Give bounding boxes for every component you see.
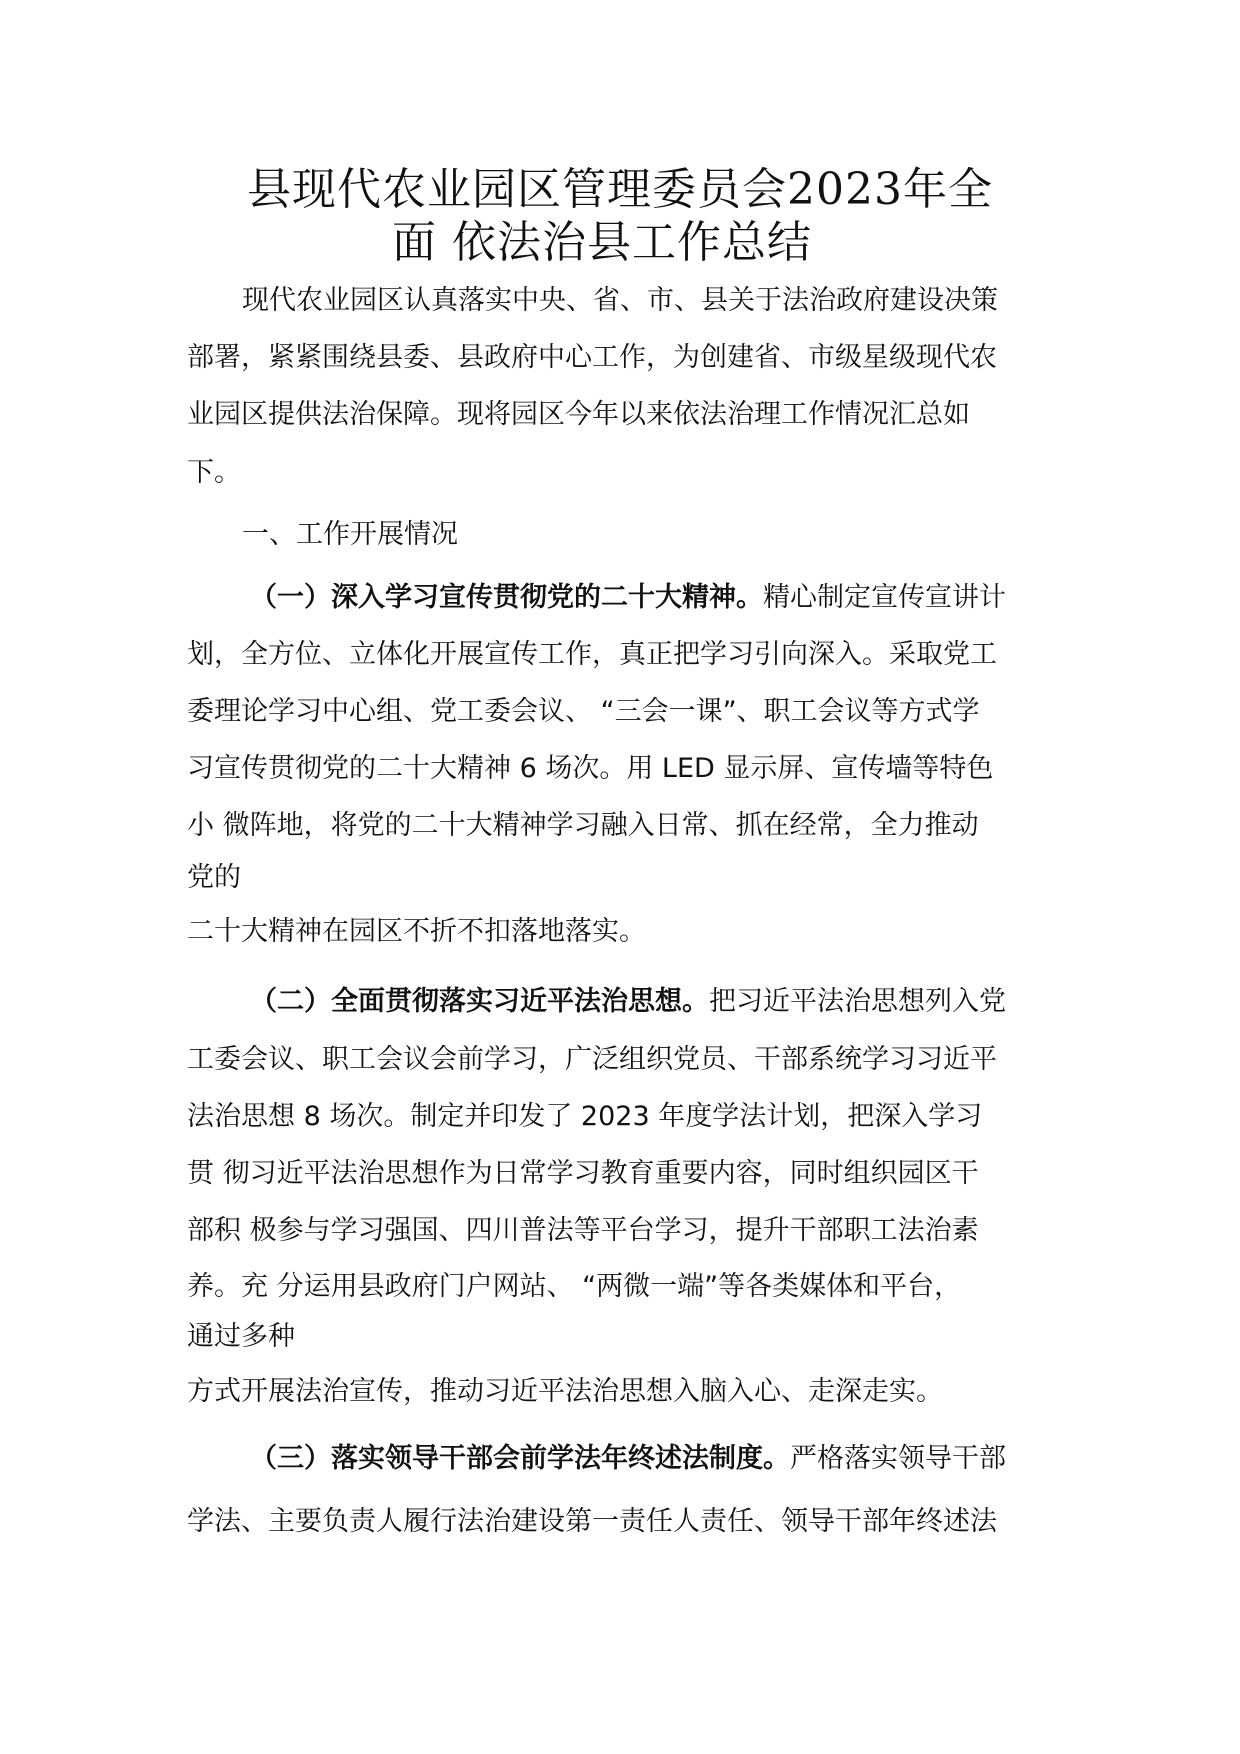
part-1-line-3: 委理论学习中心组、党工委会议、 “三会一课”、职工会议等方式学	[187, 696, 980, 727]
intro-line-3: 业园区提供法治保障。现将园区今年以来依法治理工作情况汇总如	[187, 399, 970, 430]
part-1-line-1	[250, 581, 1006, 615]
part-3-line-2: 学法、主要负责人履行法治建设第一责任人责任、领导干部年终述法	[187, 1506, 997, 1537]
section-1-heading: 一、工作开展情况	[242, 519, 458, 550]
part-2-line-7: 通过多种	[187, 1321, 295, 1352]
part-2-line-3: 法治思想 8 场次。制定并印发了 2023 年度学法计划，把深入学习	[187, 1101, 983, 1132]
part-1-line-1-rest: 精心制定宣传宣讲计	[763, 582, 1006, 613]
part-1-line-6: 党的	[187, 862, 241, 893]
part-3-line-1	[250, 1442, 1006, 1476]
part-2-line-5: 部积 极参与学习强国、四川普法等平台学习，提升干部职工法治素	[187, 1215, 979, 1246]
part-3-heading: （三）落实领导干部会前学法年终述法制度。	[250, 1443, 790, 1474]
document-title-line-1: 县现代农业园区管理委员会2023年全	[247, 164, 993, 215]
part-2-line-6: 养。充 分运用县政府门户网站、 “两微一端”等各类媒体和平台，	[187, 1271, 962, 1302]
part-2-line-1-rest: 把习近平法治思想列入党	[709, 986, 1006, 1017]
intro-line-1: 现代农业园区认真落实中央、省、市、县关于法治政府建设决策	[242, 285, 998, 316]
document-title-line-2: 面 依法治县工作总结	[392, 217, 812, 268]
intro-line-2: 部署，紧紧围绕县委、县政府中心工作，为创建省、市级星级现代农	[187, 342, 997, 373]
part-2-line-1	[250, 985, 1006, 1019]
part-2-line-8: 方式开展法治宣传，推动习近平法治思想入脑入心、走深走实。	[187, 1376, 943, 1407]
part-1-line-5: 小 微阵地，将党的二十大精神学习融入日常、抓在经常，全力推动	[187, 810, 979, 841]
part-1-line-2: 划，全方位、立体化开展宣传工作，真正把学习引向深入。采取党工	[187, 639, 997, 670]
part-1-line-7: 二十大精神在园区不折不扣落地落实。	[187, 916, 646, 947]
intro-line-4: 下。	[187, 457, 241, 488]
part-2-line-4: 贯 彻习近平法治思想作为日常学习教育重要内容，同时组织园区干	[187, 1158, 979, 1189]
part-3-line-1-rest: 严格落实领导干部	[790, 1443, 1006, 1474]
part-2-heading: （二）全面贯彻落实习近平法治思想。	[250, 986, 709, 1017]
part-2-line-2: 工委会议、职工会议会前学习，广泛组织党员、干部系统学习习近平	[187, 1044, 997, 1075]
part-1-line-4: 习宣传贯彻党的二十大精神 6 场次。用 LED 显示屏、宣传墙等特色	[187, 753, 994, 784]
part-1-heading: （一）深入学习宣传贯彻党的二十大精神。	[250, 582, 763, 613]
